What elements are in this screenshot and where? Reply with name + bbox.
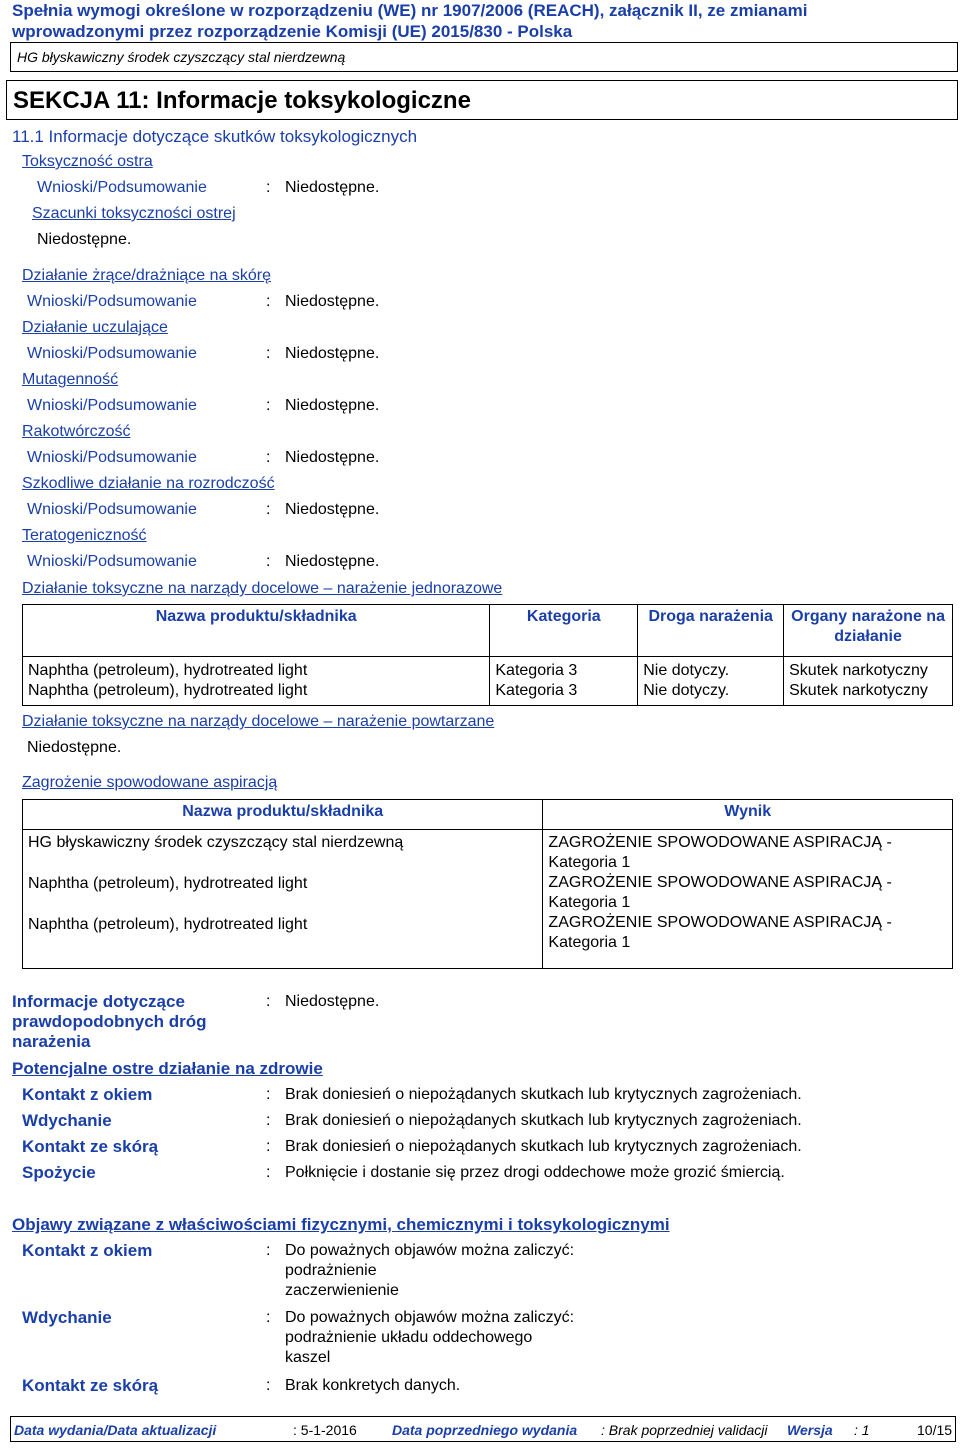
aspiration-row-result: ZAGROŻENIE SPOWODOWANE ASPIRACJĄ -: [548, 874, 892, 891]
acute-toxicity-heading: Toksyczność ostra: [22, 153, 153, 170]
skin-corrosion-value: Niedostępne.: [285, 293, 380, 310]
acute-eye-label: Kontakt z okiem: [22, 1085, 153, 1104]
acute-ingestion-label: Spożycie: [22, 1163, 96, 1182]
aspiration-row-result: Kategoria 1: [548, 934, 631, 951]
symptoms-eye-line3: zaczerwienienie: [285, 1282, 399, 1299]
skin-corrosion-label: Wnioski/Podsumowanie: [27, 293, 197, 310]
header-title-line2: wprowadzonymi przez rozporządzenie Komisji (UE) 2015/830 - Polska: [12, 22, 573, 41]
symptoms-inhalation-line2: podrażnienie układu oddechowego: [285, 1329, 533, 1346]
acute-skin-label: Kontakt ze skórą: [22, 1137, 159, 1156]
symptoms-eye-line2: podrażnienie: [285, 1262, 377, 1279]
sensitisation-value: Niedostępne.: [285, 345, 380, 362]
product-name-box: HG błyskawiczny środek czyszczący stal nierdzewną: [10, 42, 958, 72]
reproductive-value: Niedostępne.: [285, 501, 380, 518]
acute-toxicity-label: Wnioski/Podsumowanie: [37, 179, 207, 196]
symptoms-heading: Objawy związane z właściwościami fizycznymi, chemicznymi i toksykologicznymi: [12, 1215, 670, 1234]
aspiration-col-result: Wynik: [543, 800, 953, 830]
mutagenicity-label: Wnioski/Podsumowanie: [27, 397, 197, 414]
stot-row-name: Naphtha (petroleum), hydrotreated light: [28, 662, 308, 679]
acute-health-heading: Potencjalne ostre działanie na zdrowie: [12, 1059, 323, 1078]
aspiration-table: [22, 799, 953, 969]
teratogenicity-label: Wnioski/Podsumowanie: [27, 553, 197, 570]
stot-single-heading: Działanie toksyczne na narządy docelowe – narażenie jednorazowe: [22, 580, 503, 597]
header-title-line1: Spełnia wymogi określone w rozporządzeniu (WE) nr 1907/2006 (REACH), załącznik II, ze zmianami: [12, 1, 808, 20]
symptoms-inhalation-line3: kaszel: [285, 1349, 331, 1366]
sensitisation-colon: :: [266, 345, 271, 362]
acute-ingestion-value: Połknięcie i dostanie się przez drogi oddechowe może grozić śmiercią.: [285, 1164, 785, 1181]
reproductive-label: Wnioski/Podsumowanie: [27, 501, 197, 518]
acute-skin-value: Brak doniesień o niepożądanych skutkach lub krytycznych zagrożeniach.: [285, 1138, 802, 1155]
stot-col-route: Droga narażenia: [638, 605, 784, 657]
stot-col-category: Kategoria: [490, 605, 638, 657]
page-footer: [10, 1416, 956, 1442]
aspiration-row-name: HG błyskawiczny środek czyszczący stal nierdzewną: [28, 834, 404, 851]
aspiration-row-result: Kategoria 1: [548, 854, 631, 871]
stot-row-category: Kategoria 3: [495, 682, 578, 699]
symptoms-skin-colon: :: [266, 1377, 271, 1394]
stot-repeated-heading: Działanie toksyczne na narządy docelowe – narażenie powtarzane: [22, 713, 495, 730]
symptoms-eye-colon: :: [266, 1242, 271, 1259]
teratogenicity-heading: Teratogeniczność: [22, 527, 147, 544]
symptoms-eye-label: Kontakt z okiem: [22, 1241, 153, 1260]
teratogenicity-colon: :: [266, 553, 271, 570]
symptoms-inhalation-line1: Do poważnych objawów można zaliczyć:: [285, 1309, 575, 1326]
skin-corrosion-heading: Działanie żrące/drażniące na skórę: [22, 267, 272, 284]
carcinogenicity-value: Niedostępne.: [285, 449, 380, 466]
mutagenicity-value: Niedostępne.: [285, 397, 380, 414]
footer-prev-label: Data poprzedniego wydania: [392, 1422, 578, 1438]
stot-col-organs: Organy narażone na działanie: [784, 605, 953, 657]
symptoms-eye-value: [285, 1241, 574, 1301]
table-row: [23, 830, 953, 969]
symptoms-skin-value: Brak konkretych danych.: [285, 1377, 461, 1394]
section-title: SEKCJA 11: Informacje toksykologiczne: [6, 80, 958, 120]
routes-label-line1: Informacje dotyczące: [12, 992, 185, 1011]
stot-row-route: Nie dotyczy.: [643, 682, 730, 699]
subsection-title: 11.1 Informacje dotyczące skutków toksykologicznych: [12, 127, 418, 146]
teratogenicity-value: Niedostępne.: [285, 553, 380, 570]
acute-estimates-value: Niedostępne.: [37, 231, 132, 248]
acute-eye-value: Brak doniesień o niepożądanych skutkach lub krytycznych zagrożeniach.: [285, 1086, 802, 1103]
routes-label-line2: prawdopodobnych dróg: [12, 1012, 207, 1031]
aspiration-heading: Zagrożenie spowodowane aspiracją: [22, 774, 278, 791]
symptoms-inhalation-label: Wdychanie: [22, 1308, 112, 1327]
sensitisation-heading: Działanie uczulające: [22, 319, 168, 336]
aspiration-row-result: ZAGROŻENIE SPOWODOWANE ASPIRACJĄ -: [548, 834, 892, 851]
carcinogenicity-heading: Rakotwórczość: [22, 423, 131, 440]
acute-inhalation-label: Wdychanie: [22, 1111, 112, 1130]
aspiration-row-result: Kategoria 1: [548, 894, 631, 911]
reproductive-heading: Szkodliwe działanie na rozrodczość: [22, 475, 275, 492]
aspiration-col-name: Nazwa produktu/składnika: [23, 800, 543, 830]
footer-page-number: 10/15: [917, 1422, 953, 1438]
aspiration-row-name: Naphtha (petroleum), hydrotreated light: [28, 875, 308, 892]
carcinogenicity-label: Wnioski/Podsumowanie: [27, 449, 197, 466]
stot-row-organs: Skutek narkotyczny: [789, 662, 928, 679]
acute-ingestion-colon: :: [266, 1164, 271, 1181]
stot-row-name: Naphtha (petroleum), hydrotreated light: [28, 682, 308, 699]
stot-repeated-value: Niedostępne.: [27, 739, 122, 756]
symptoms-eye-line1: Do poważnych objawów można zaliczyć:: [285, 1242, 575, 1259]
stot-row-category: Kategoria 3: [495, 662, 578, 679]
footer-issue-label: Data wydania/Data aktualizacji: [14, 1422, 217, 1438]
footer-version-label: Wersja: [787, 1422, 833, 1438]
stot-col-name: Nazwa produktu/składnika: [23, 605, 490, 657]
symptoms-inhalation-value: [285, 1308, 574, 1368]
aspiration-row-name: Naphtha (petroleum), hydrotreated light: [28, 916, 308, 933]
table-row: [23, 657, 953, 706]
acute-inhalation-colon: :: [266, 1112, 271, 1129]
reproductive-colon: :: [266, 501, 271, 518]
skin-corrosion-colon: :: [266, 293, 271, 310]
routes-colon: :: [266, 993, 271, 1010]
aspiration-row-result: ZAGROŻENIE SPOWODOWANE ASPIRACJĄ -: [548, 914, 892, 931]
stot-row-organs: Skutek narkotyczny: [789, 682, 928, 699]
footer-prev-value: : Brak poprzedniej validacji: [601, 1422, 768, 1438]
acute-estimates-heading: Szacunki toksyczności ostrej: [32, 205, 236, 222]
acute-skin-colon: :: [266, 1138, 271, 1155]
footer-version-value: : 1: [854, 1422, 870, 1438]
mutagenicity-colon: :: [266, 397, 271, 414]
acute-inhalation-value: Brak doniesień o niepożądanych skutkach lub krytycznych zagrożeniach.: [285, 1112, 802, 1129]
symptoms-skin-label: Kontakt ze skórą: [22, 1376, 159, 1395]
symptoms-inhalation-colon: :: [266, 1309, 271, 1326]
footer-issue-value: : 5-1-2016: [293, 1422, 357, 1438]
stot-single-table: [22, 604, 953, 706]
carcinogenicity-colon: :: [266, 449, 271, 466]
acute-eye-colon: :: [266, 1086, 271, 1103]
acute-toxicity-colon: :: [266, 179, 271, 196]
document-header-title: [12, 0, 952, 42]
mutagenicity-heading: Mutagenność: [22, 371, 119, 388]
sensitisation-label: Wnioski/Podsumowanie: [27, 345, 197, 362]
acute-toxicity-value: Niedostępne.: [285, 179, 380, 196]
stot-row-route: Nie dotyczy.: [643, 662, 730, 679]
routes-label: [12, 992, 207, 1052]
routes-label-line3: narażenia: [12, 1032, 91, 1051]
routes-value: Niedostępne.: [285, 993, 380, 1010]
